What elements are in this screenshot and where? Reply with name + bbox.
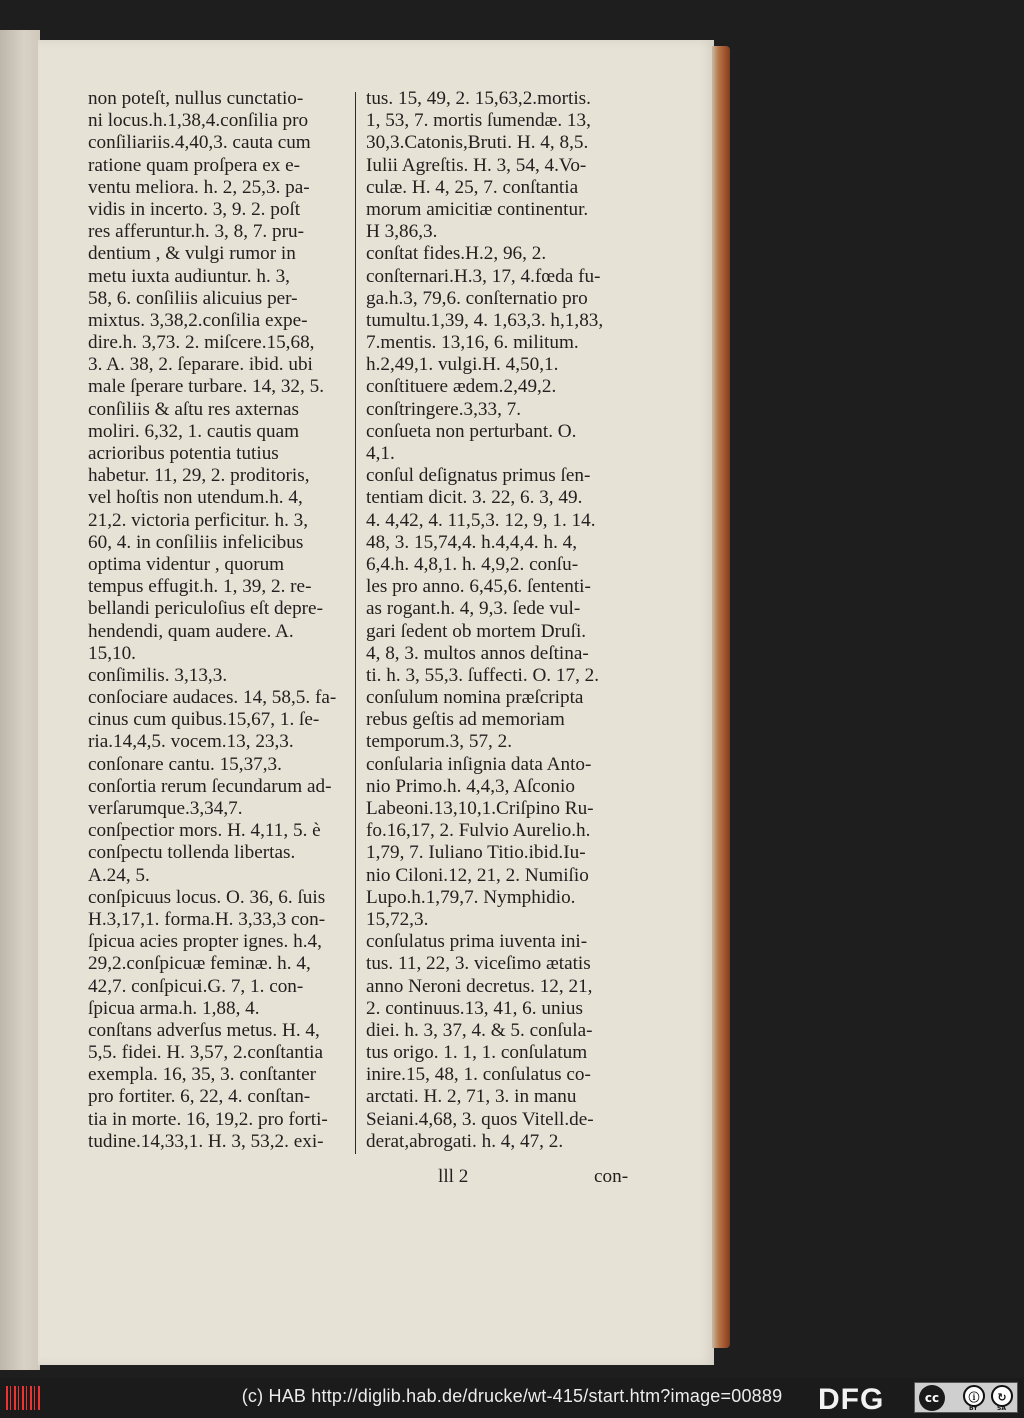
index-line: conſimilis. 3,13,3. xyxy=(88,664,228,686)
index-line: inire.15, 48, 1. conſulatus co- xyxy=(366,1064,591,1086)
catchword: con- xyxy=(594,1166,629,1187)
index-line: tia in morte. 16, 19,2. pro forti- xyxy=(88,1108,328,1130)
index-line: Iulii Agreſtis. H. 3, 54, 4.Vo- xyxy=(366,154,587,176)
index-line: dire.h. 3,73. 2. miſcere.15,68, xyxy=(88,332,315,354)
index-line: cinus cum quibus.15,67, 1. ſe- xyxy=(88,709,320,731)
index-line: derat,abrogati. h. 4, 47, 2. xyxy=(366,1130,564,1152)
index-line: conſpectior mors. H. 4,11, 5. è xyxy=(88,820,321,842)
index-line: vel hoſtis non utendum.h. 4, xyxy=(88,487,303,509)
index-line: tumultu.1,39, 4. 1,63,3. h,1,83, xyxy=(366,309,604,331)
index-line: ni locus.h.1,38,4.conſilia pro xyxy=(88,110,309,132)
index-line: tus origo. 1. 1, 1. conſulatum xyxy=(366,1042,588,1064)
index-line: conſueta non perturbant. O. xyxy=(366,420,577,442)
index-line: nio Ciloni.12, 21, 2. Numiſio xyxy=(366,864,589,886)
column-divider xyxy=(355,92,356,1154)
index-line: morum amicitiæ continentur. xyxy=(366,198,589,220)
attribution-icon: ⓘ xyxy=(963,1385,985,1407)
index-line: h.2,49,1. vulgi.H. 4,50,1. xyxy=(366,354,559,376)
index-line: habetur. 11, 29, 2. proditoris, xyxy=(88,465,310,487)
index-line: vidis in incerto. 3, 9. 2. poſt xyxy=(88,198,301,220)
index-line: 6,4.h. 4,8,1. h. 4,9,2. conſu- xyxy=(366,553,579,575)
index-line: ſpicua acies propter ignes. h.4, xyxy=(88,931,322,953)
index-line: tempus effugit.h. 1, 39, 2. re- xyxy=(88,576,312,598)
index-line: conſiliis & aſtu res axternas xyxy=(88,398,300,420)
dfg-logo: DFG xyxy=(818,1383,885,1416)
index-line: 30,3.Catonis,Bruti. H. 4, 8,5. xyxy=(366,132,589,154)
signature-mark: lll 2 xyxy=(438,1166,469,1187)
index-line: conſternari.H.3, 17, 4.fœda fu- xyxy=(366,265,601,287)
index-line: ga.h.3, 79,6. conſternatio pro xyxy=(366,287,588,309)
index-line: tus. 11, 22, 3. viceſimo ætatis xyxy=(366,953,591,975)
index-line: conſortia rerum ſecundarum ad- xyxy=(88,775,332,797)
index-line: culæ. H. 4, 25, 7. conſtantia xyxy=(366,176,579,198)
index-line: fo.16,17, 2. Fulvio Aurelio.h. xyxy=(366,820,591,842)
index-line: 5,5. fidei. H. 3,57, 2.conſtantia xyxy=(88,1042,324,1064)
index-line: tudine.14,33,1. H. 3, 53,2. exi- xyxy=(88,1130,324,1152)
index-line: 3. A. 38, 2. ſeparare. ibid. ubi xyxy=(88,354,313,376)
right-index-column xyxy=(366,88,656,1153)
index-line: verſarumque.3,34,7. xyxy=(88,798,243,819)
index-line: 2. continuus.13, 41, 6. unius xyxy=(366,997,583,1019)
index-line: anno Neroni decretus. 12, 21, xyxy=(366,975,593,997)
by-label: BY xyxy=(969,1405,978,1412)
index-line: conſtituere ædem.2,49,2. xyxy=(366,376,557,398)
index-line: Lupo.h.1,79,7. Nymphidio. xyxy=(366,886,576,908)
index-line: ratione quam proſpera ex e- xyxy=(88,154,301,176)
copyright-url[interactable]: (c) HAB http://diglib.hab.de/drucke/wt-415/start.htm?image=00889 xyxy=(241,1386,783,1406)
index-line: 48, 3. 15,74,4. h.4,4,4. h. 4, xyxy=(366,531,578,553)
left-index-column xyxy=(88,88,352,1153)
index-line: 1,79, 7. Iuliano Titio.ibid.Iu- xyxy=(366,842,586,864)
index-line: conſiliariis.4,40,3. cauta cum xyxy=(88,132,311,154)
index-line: H.3,17,1. forma.H. 3,33,3 con- xyxy=(88,908,326,930)
index-line: conſularia inſignia data Anto- xyxy=(366,753,592,775)
index-line: optima videntur , quorum xyxy=(88,553,285,575)
index-line: 15,10. xyxy=(88,642,136,664)
viewer-footer xyxy=(0,1378,1024,1418)
index-line: bellandi periculoſius eſt depre- xyxy=(88,598,323,620)
index-line: 15,72,3. xyxy=(366,908,429,930)
index-line: ti. h. 3, 55,3. ſuffecti. O. 17, 2. xyxy=(366,664,600,686)
index-line: conſpectu tollenda libertas. xyxy=(88,842,296,864)
index-line: 42,7. conſpicui.G. 7, 1. con- xyxy=(88,975,304,997)
index-line: non poteſt, nullus cunctatio- xyxy=(88,88,304,109)
index-line: 4, 8, 3. multos annos deſtina- xyxy=(366,642,589,664)
previous-page-edge xyxy=(0,30,40,1370)
index-line: 1, 53, 7. mortis ſumendæ. 13, xyxy=(366,110,591,132)
index-line: pro fortiter. 6, 22, 4. conſtan- xyxy=(88,1086,311,1108)
index-line: conſtat fides.H.2, 96, 2. xyxy=(366,243,547,265)
index-line: arctati. H. 2, 71, 3. in manu xyxy=(366,1086,577,1108)
index-line: 4,1. xyxy=(366,443,395,464)
index-line: conſonare cantu. 15,37,3. xyxy=(88,753,282,775)
page-edge-trim xyxy=(712,46,730,1348)
index-line: moliri. 6,32, 1. cautis quam xyxy=(88,420,300,442)
index-line: 29,2.conſpicuæ feminæ. h. 4, xyxy=(88,953,311,975)
index-line: tus. 15, 49, 2. 15,63,2.mortis. xyxy=(366,88,591,109)
index-line: male ſperare turbare. 14, 32, 5. xyxy=(88,376,325,398)
index-line: ventu meliora. h. 2, 25,3. pa- xyxy=(88,176,310,198)
index-line: 4. 4,42, 4. 11,5,3. 12, 9, 1. 14. xyxy=(366,509,596,531)
index-line: conſtans adverſus metus. H. 4, xyxy=(88,1019,320,1041)
index-line: rebus geſtis ad memoriam xyxy=(366,709,565,731)
index-line: ria.14,4,5. vocem.13, 23,3. xyxy=(88,731,294,753)
index-line: 60, 4. in conſiliis infelicibus xyxy=(88,531,304,553)
index-line: 7.mentis. 13,16, 6. militum. xyxy=(366,332,579,354)
cc-icon: cc xyxy=(919,1385,945,1411)
index-line: diei. h. 3, 37, 4. & 5. conſula- xyxy=(366,1019,593,1041)
index-line: acrioribus potentia tutius xyxy=(88,443,279,464)
index-line: gari ſedent ob mortem Druſi. xyxy=(366,620,587,642)
index-line: Seiani.4,68, 3. quos Vitell.de- xyxy=(366,1108,594,1130)
index-line: as rogant.h. 4, 9,3. ſede vul- xyxy=(366,598,581,620)
index-line: 21,2. victoria perficitur. h. 3, xyxy=(88,509,309,531)
index-line: conſtringere.3,33, 7. xyxy=(366,398,522,420)
sa-label: SA xyxy=(997,1405,1006,1412)
index-line: conſpicuus locus. O. 36, 6. ſuis xyxy=(88,886,326,908)
index-line: res afferuntur.h. 3, 8, 7. pru- xyxy=(88,221,304,243)
cc-license-badge[interactable] xyxy=(914,1382,1018,1413)
index-line: tentiam dicit. 3. 22, 6. 3, 49. xyxy=(366,487,583,509)
index-line: conſul deſignatus primus ſen- xyxy=(366,465,591,487)
index-line: Labeoni.13,10,1.Criſpino Ru- xyxy=(366,798,594,819)
share-alike-icon: ↻ xyxy=(991,1385,1013,1407)
index-line: conſulatus prima iuventa ini- xyxy=(366,931,588,953)
index-line: H 3,86,3. xyxy=(366,221,438,243)
index-line: 58, 6. conſiliis alicuius per- xyxy=(88,287,298,309)
index-line: dentium , & vulgi rumor in xyxy=(88,243,296,265)
index-line: metu iuxta audiuntur. h. 3, xyxy=(88,265,290,287)
index-line: temporum.3, 57, 2. xyxy=(366,731,513,753)
index-line: les pro anno. 6,45,6. ſententi- xyxy=(366,576,591,598)
index-line: conſulum nomina præſcripta xyxy=(366,687,584,709)
index-line: ſpicua arma.h. 1,88, 4. xyxy=(88,997,260,1019)
index-line: conſociare audaces. 14, 58,5. fa- xyxy=(88,687,337,709)
index-line: hendendi, quam audere. A. xyxy=(88,620,294,642)
index-line: A.24, 5. xyxy=(88,864,150,886)
index-line: mixtus. 3,38,2.conſilia expe- xyxy=(88,309,308,331)
index-line: exempla. 16, 35, 3. conſtanter xyxy=(88,1064,317,1086)
index-line: nio Primo.h. 4,4,3, Aſconio xyxy=(366,775,575,797)
